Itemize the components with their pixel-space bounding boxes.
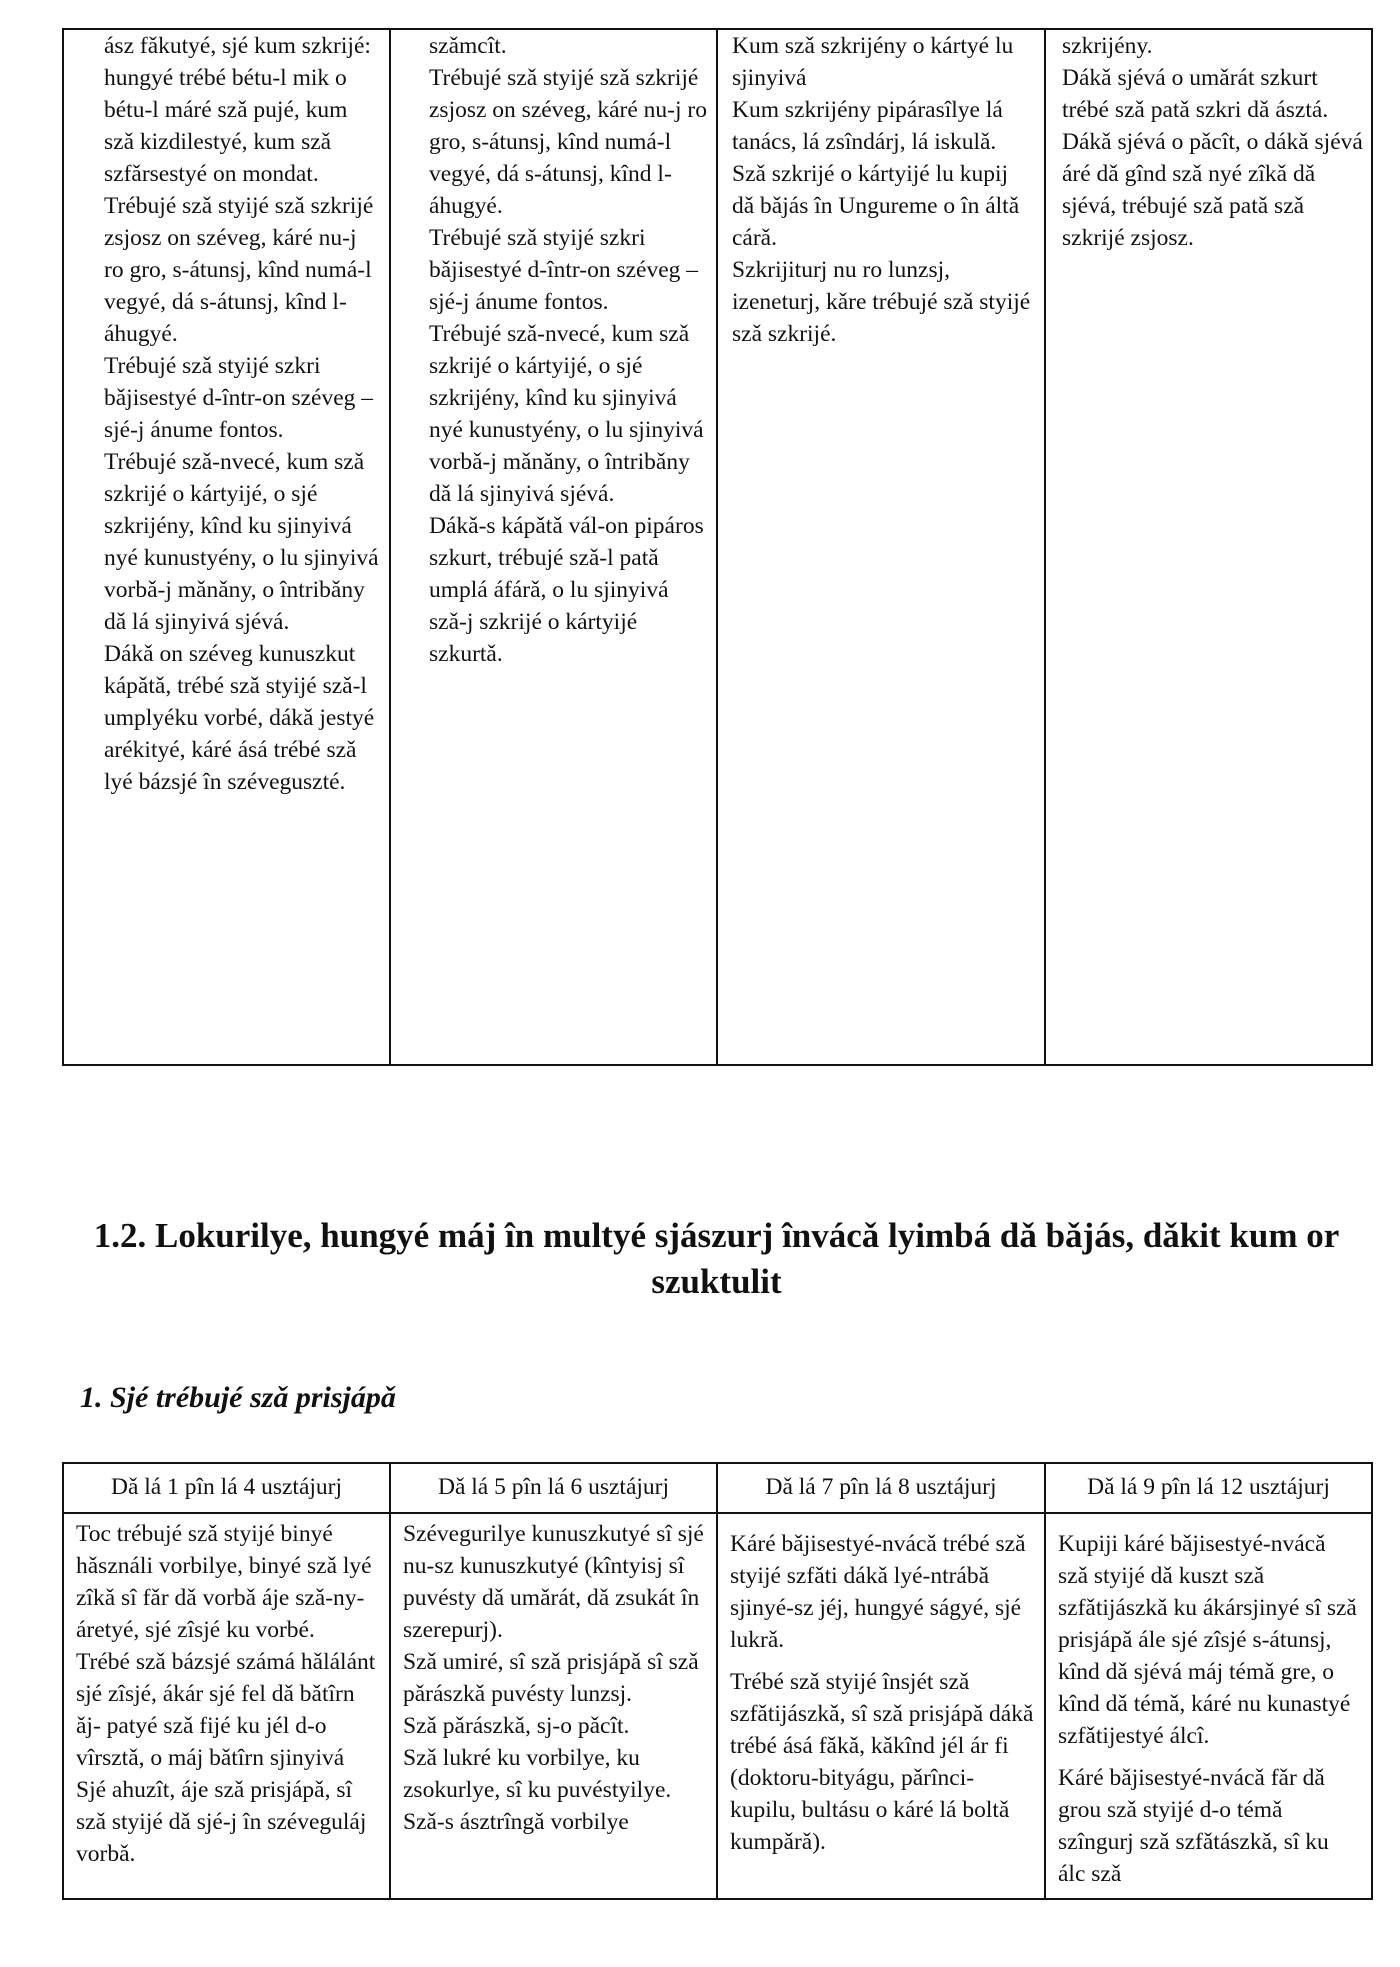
table-cell bbox=[717, 29, 1045, 1065]
cell-paragraph: Trébé szǎ bázsjé számá hǎlálánt sjé zîsjé, ákár sjé fel dǎ bǎtîrn ǎj- patyé szǎ fijé ku jél d-o vîrsztǎ, o máj bǎtîrn sjinyivá Sjé ahuzît, áje szǎ prisjápǎ, sî szǎ styijé dǎ sjé-j în széveguláj vorbǎ. bbox=[76, 1649, 376, 1867]
table-cell bbox=[63, 29, 390, 1065]
cell-paragraph: Szǎ lukré ku vorbilye, ku zsokurlye, sî ku puvéstyilye. bbox=[403, 1745, 672, 1803]
cell-paragraph: Trébujé szǎ-nvecé, kum szǎ szkrijé o kártyijé, o sjé szkrijény, kînd ku sjinyivá nyé kunustyény, o lu sjinyivá vorbǎ-j mǎnǎny, o întribǎny dǎ lá sjinyivá sjévá. bbox=[104, 449, 379, 635]
table-cell bbox=[390, 1513, 717, 1899]
cell-paragraph: Szǎ-s ásztrîngǎ vorbilye bbox=[403, 1809, 629, 1835]
cell-paragraph: szǎmcît. bbox=[429, 33, 507, 59]
table-cell bbox=[63, 1513, 390, 1899]
cell-paragraph: Szkrijiturj nu ro lunzsj, izeneturj, kǎre trébujé szǎ styijé szǎ szkrijé. bbox=[732, 257, 1031, 347]
column-header: Dǎ lá 7 pîn lá 8 usztájurj bbox=[717, 1463, 1045, 1513]
table-cell bbox=[1045, 1513, 1372, 1899]
table-row bbox=[63, 1513, 1372, 1899]
cell-paragraph: Kum szǎ szkrijény o kártyé lu sjinyivá bbox=[732, 33, 1014, 91]
cell-paragraph: Szévegurilye kunuszkutyé sî sjé nu-sz kunuszkutyé (kîntyisj sî puvésty dǎ umǎrát, dǎ zsukát în szerepurj). bbox=[403, 1521, 704, 1643]
cell-paragraph: Szǎ pǎrászkǎ, sj-o pǎcît. bbox=[403, 1713, 630, 1739]
cell-paragraph: ász fǎkutyé, sjé kum szkrijé: hungyé trébé bétu-l mik o bétu-l máré szǎ pujé, kum szǎ kizdilestyé, kum szǎ szfǎrsestyé on mondat. bbox=[104, 33, 371, 187]
cell-paragraph: Trébujé szǎ styijé szǎ szkrijé zsjosz on széveg, káré nu-j ro gro, s-átunsj, kînd numá-l vegyé, dá s-átunsj, kînd l-áhugyé. bbox=[429, 65, 707, 219]
cell-paragraph: Dákǎ-s kápǎtǎ vál-on pipáros szkurt, trébujé szǎ-l patǎ umplá áfárǎ, o lu sjinyivá szǎ-j szkrijé o kártyijé szkurtǎ. bbox=[429, 513, 704, 667]
section-heading: 1.2. Lokurilye, hungyé máj în multyé sjászurj învácǎ lyimbá dǎ bǎjás, dǎkit kum or szuktulit bbox=[93, 1216, 1340, 1301]
cell-paragraph: Kupiji káré bǎjisestyé-nvácǎ szǎ styijé dǎ kuszt szǎ szfǎtijászkǎ ku ákársjinyé sî szǎ prisjápǎ ále sjé zîsjé s-átunsj, kînd dǎ sjévá máj témǎ gre, o kînd dǎ témǎ, káré nu kunastyé szfǎtijestyé álcî. bbox=[1058, 1531, 1357, 1749]
cell-paragraph: szkrijény. bbox=[1062, 33, 1153, 59]
cell-paragraph: Káré bǎjisestyé-nvácǎ fǎr dǎ grou szǎ styijé d-o témǎ szîngurj szǎ szfǎtászkǎ, sî ku álc szǎ bbox=[1058, 1765, 1329, 1887]
column-header: Dǎ lá 5 pîn lá 6 usztájurj bbox=[390, 1463, 717, 1513]
sub-heading: 1. Sjé trébujé szǎ prisjápǎ bbox=[80, 1381, 396, 1414]
cell-paragraph: Káré bǎjisestyé-nvácǎ trébé szǎ styijé szfǎti dákǎ lyé-ntrábǎ sjinyé-sz jéj, hungyé ságyé, sjé lukrǎ. bbox=[730, 1531, 1026, 1653]
cell-paragraph: Toc trébujé szǎ styijé binyé hǎsználi vorbilye, binyé szǎ lyé zîkǎ sî fǎr dǎ vorbǎ áje szǎ-ny-áretyé, sjé zîsjé ku vorbé. bbox=[76, 1521, 372, 1643]
table-header-row bbox=[63, 1463, 1372, 1513]
cell-paragraph: Trébujé szǎ styijé szkri bǎjisestyé d-într-on széveg – sjé-j ánume fontos. bbox=[429, 225, 699, 315]
table-bottom bbox=[62, 1462, 1373, 1900]
cell-paragraph: Trébujé szǎ-nvecé, kum szǎ szkrijé o kártyijé, o sjé szkrijény, kînd ku sjinyivá nyé kunustyény, o lu sjinyivá vorbǎ-j mǎnǎny, o întribǎny dǎ lá sjinyivá sjévá. bbox=[429, 321, 704, 507]
column-header: Dǎ lá 9 pîn lá 12 usztájurj bbox=[1045, 1463, 1372, 1513]
table-cell bbox=[390, 29, 717, 1065]
table-top bbox=[62, 28, 1373, 1066]
cell-paragraph: Dákǎ sjévá o umǎrát szkurt trébé szǎ patǎ szkri dǎ ásztá. Dákǎ sjévá o pǎcît, o dákǎ sjévá áré dǎ gînd szǎ nyé zîkǎ dǎ sjévá, trébujé szǎ patǎ szǎ szkrijé zsjosz. bbox=[1062, 65, 1363, 251]
cell-paragraph: Trébujé szǎ styijé szǎ szkrijé zsjosz on széveg, káré nu-j ro gro, s-átunsj, kînd numá-l vegyé, dá s-átunsj, kînd l-áhugyé. bbox=[104, 193, 374, 347]
cell-paragraph: Dákǎ on széveg kunuszkut kápǎtǎ, trébé szǎ styijé szǎ-l umplyéku vorbé, dákǎ jestyé arékityé, káré ásá trébé szǎ lyé bázsjé în széveguszté. bbox=[104, 641, 375, 795]
table-row bbox=[63, 29, 1372, 1065]
cell-paragraph: Kum szkrijény pipárasîlye lá tanács, lá zsîndárj, lá iskulǎ. bbox=[732, 97, 1003, 155]
cell-paragraph: Szǎ szkrijé o kártyijé lu kupij dǎ bǎjás în Ungureme o în áltǎ cárǎ. bbox=[732, 161, 1020, 251]
table-cell bbox=[1045, 29, 1372, 1065]
cell-paragraph: Trébujé szǎ styijé szkri bǎjisestyé d-într-on széveg – sjé-j ánume fontos. bbox=[104, 353, 374, 443]
table-cell bbox=[717, 1513, 1045, 1899]
cell-paragraph: Trébé szǎ styijé însjét szǎ szfǎtijászkǎ, sî szǎ prisjápǎ dákǎ trébé ásá fǎkǎ, kǎkînd jél ár fi (doktoru-bityágu, pǎrînci-kupilu, bultásu o káré lá boltǎ kumpǎrǎ). bbox=[730, 1669, 1034, 1855]
column-header: Dǎ lá 1 pîn lá 4 usztájurj bbox=[63, 1463, 390, 1513]
cell-paragraph: Szǎ umiré, sî szǎ prisjápǎ sî szǎ pǎrászkǎ puvésty lunzsj. bbox=[403, 1649, 699, 1707]
